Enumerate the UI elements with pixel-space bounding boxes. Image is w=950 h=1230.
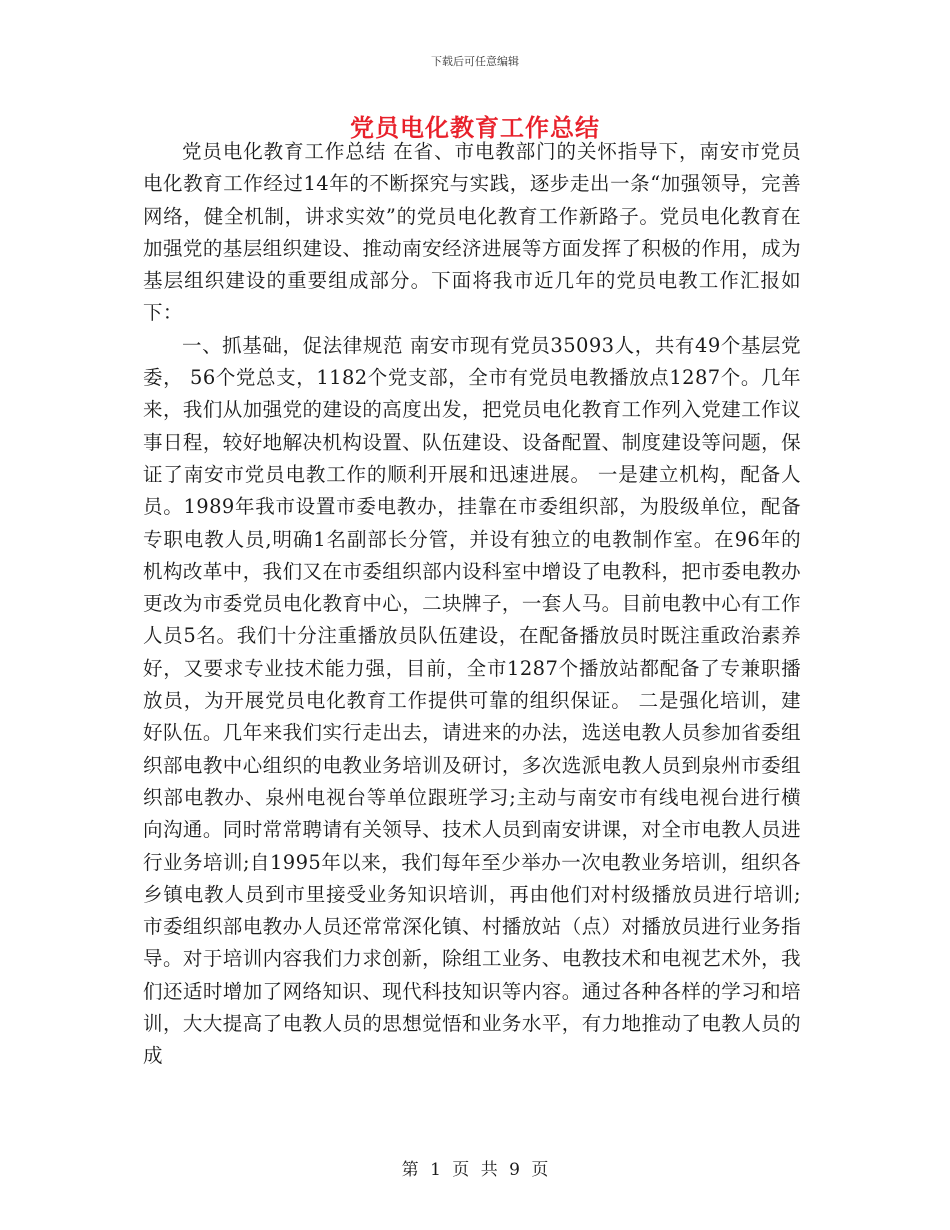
document-title: 党员电化教育工作总结 [350,113,600,142]
paragraph-intro: 党员电化教育工作总结 在省、市电教部门的关怀指导下，南安市党员电化教育工作经过14年的不断探究与实践，逐步走出一条“加强领导，完善网络，健全机制，讲求实效”的党员电化教育工作新路子。党员电化教育在加强党的基层组织建设、推动南安经济进展等方面发挥了积极的作用，成为基层组织建设的重要组成部分。下面将我市近几年的党员电教工作汇报如下： [143,140,801,325]
page-header-note: 下载后可任意编辑 [431,55,519,68]
document-body [143,136,801,1073]
paragraph-section-one: 一、抓基础，促法律规范 南安市现有党员35093人，共有49个基层党委， 56个党总支，1182个党支部，全市有党员电教播放点1287个。几年来，我们从加强党的建设的高度出发，把党员电化教育工作列入党建工作议事日程，较好地解决机构设置、队伍建设、设备配置、制度建设等问题，保证了南安市党员电教工作的顺利开展和迅速进展。 一是建立机构，配备人员。1989年我市设置市委电教办，挂靠在市委组织部，为股级单位，配备专职电教人员,明确1名副部长分管，并设有独立的电教制作室。在96年的机构改革中，我们又在市委组织部内设科室中增设了电教科，把市委电教办更改为市委党员电化教育中心，二块牌子，一套人马。目前电教中心有工作人员5名。我们十分注重播放员队伍建设，在配备播放员时既注重政治素养好，又要求专业技术能力强，目前，全市1287个播放站都配备了专兼职播放员，为开展党员电化教育工作提供可靠的组织保证。 二是强化培训，建好队伍。几年来我们实行走出去，请进来的办法，选送电教人员参加省委组织部电教中心组织的电教业务培训及研讨，多次选派电教人员到泉州市委组织部电教办、泉州电视台等单位跟班学习;主动与南安市有线电视台进行横向沟通。同时常常聘请有关领导、技术人员到南安讲课，对全市电教人员进行业务培训;自1995年以来，我们每年至少举办一次电教业务培训，组织各乡镇电教人员到市里接受业务知识培训，再由他们对村级播放员进行培训;市委组织部电教办人员还常常深化镇、村播放站（点）对播放员进行业务指导。对于培训内容我们力求创新，除组工业务、电教技术和电视艺术外，我们还适时增加了网络知识、现代科技知识等内容。通过各种各样的学习和培训，大大提高了电教人员的思想觉悟和业务水平，有力地推动了电教人员的成 [143,333,801,1068]
page-number-footer: 第 1 页 共 9 页 [401,1160,549,1180]
